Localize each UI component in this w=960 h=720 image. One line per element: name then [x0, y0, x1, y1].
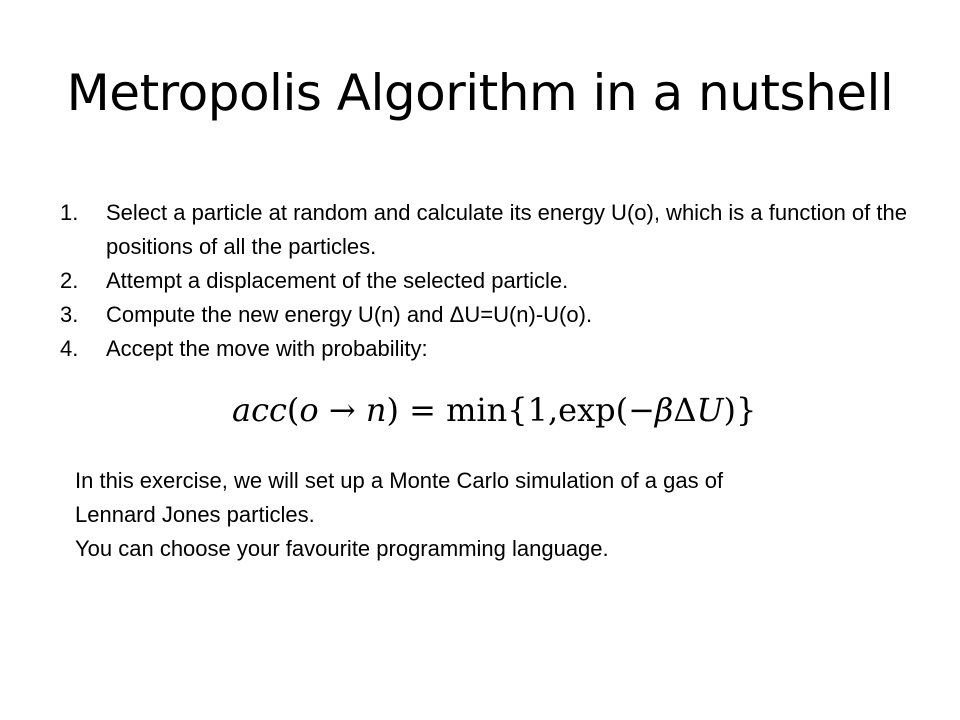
formula-close: )}	[723, 391, 757, 429]
list-item	[60, 196, 920, 264]
acceptance-formula	[232, 386, 757, 434]
step-number: 2.	[60, 268, 79, 293]
formula-beta: β	[654, 391, 674, 429]
paragraph-line: In this exercise, we will set up a Monte Carlo simulation of a gas of	[75, 468, 724, 493]
formula-exp: exp	[558, 391, 616, 429]
step-text: Compute the new energy U(n) and ΔU=U(n)-U(o).	[106, 302, 593, 327]
formula-brace-open: {1,	[507, 391, 559, 429]
list-item	[60, 332, 920, 366]
paragraph-line: Lennard Jones particles.	[75, 502, 315, 527]
formula-min: min	[446, 391, 508, 429]
formula-exp-paren: (	[615, 391, 629, 429]
paragraph-line: You can choose your favourite programming language.	[75, 536, 609, 561]
step-number: 3.	[60, 302, 79, 327]
step-text: Accept the move with probability:	[106, 336, 428, 361]
steps-list	[60, 196, 920, 366]
step-number: 4.	[60, 336, 79, 361]
formula-o: o	[299, 391, 319, 429]
list-item	[60, 264, 920, 298]
step-text: Attempt a displacement of the selected particle.	[106, 268, 569, 293]
list-item	[60, 298, 920, 332]
formula-u: U	[696, 391, 724, 429]
step-text: Select a particle at random and calculate its energy U(o), which is a function of the positions of all the particles.	[106, 200, 907, 259]
formula-delta: Δ	[673, 391, 697, 429]
formula-paren-open: (	[286, 391, 300, 429]
formula-equals: =	[398, 391, 447, 429]
exercise-paragraph	[75, 464, 915, 566]
slide-title: Metropolis Algorithm in a nutshell	[66, 64, 894, 122]
formula-n: n	[365, 391, 387, 429]
formula-minus: −	[628, 391, 655, 429]
formula-acc: acc	[232, 391, 287, 429]
formula-arrow: →	[318, 391, 366, 429]
step-number: 1.	[60, 200, 79, 225]
formula-paren-close: )	[386, 391, 399, 429]
